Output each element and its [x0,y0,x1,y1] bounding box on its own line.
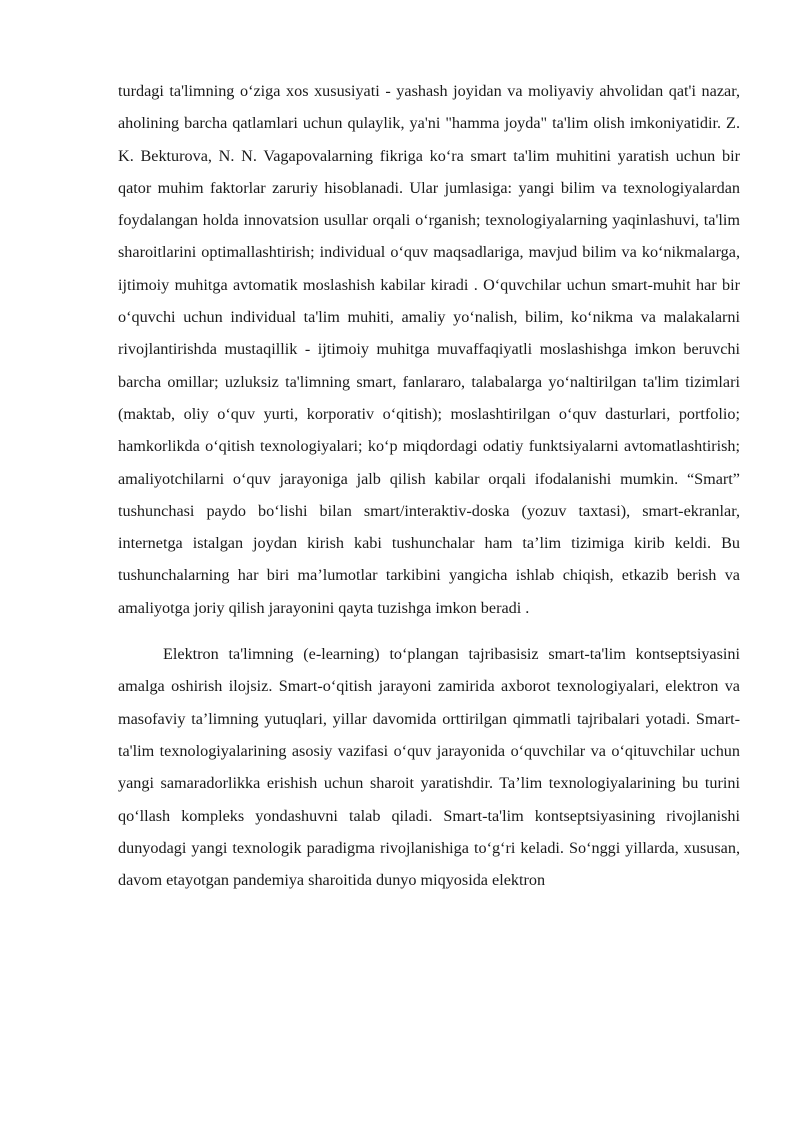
paragraph-2: Elektron ta'limning (e-learning) to‘plangan tajribasisiz smart-ta'lim kontseptsiyasini amalga oshirish ilojsiz. Smart-o‘qitish jarayoni zamirida axborot texnologiyalari, elektron va masofaviy ta’limning yutuqlari, yillar davomida orttirilgan qimmatli tajribalari yotadi. Smart-ta'lim texnologiyalarining asosiy vazifasi o‘quv jarayonida o‘quvchilar va o‘qituvchilar uchun yangi samaradorlikka erishish uchun sharoit yaratishdir. Ta’lim texnologiyalarining bu turini qo‘llash kompleks yondashuvni talab qiladi. Smart-ta'lim kontseptsiyasining rivojlanishi dunyodagi yangi texnologik paradigma rivojlanishiga to‘g‘ri keladi. So‘nggi yillarda, xususan, davom etayotgan pandemiya sharoitida dunyo miqyosida elektron [118,645,740,890]
paragraph-1: turdagi ta'limning o‘ziga xos xususiyati - yashash joyidan va moliyaviy ahvolidan qat'i nazar, aholining barcha qatlamlari uchun qulaylik, ya'ni "hamma joyda" ta'lim olish imkoniyatidir. Z. K. Bekturova, N. N. Vagapovalarning fikriga ko‘ra smart ta'lim muhitini yaratish uchun bir qator muhim faktorlar zaruriy hisoblanadi. Ular jumlasiga: yangi bilim va texnologiyalardan foydalangan holda innovatsion usullar orqali o‘rganish; texnologiyalarning yaqinlashuvi, ta'lim sharoitlarini optimallashtirish; individual o‘quv maqsadlariga, mavjud bilim va ko‘nikmalarga, ijtimoiy muhitga avtomatik moslashish kabilar kiradi . O‘quvchilar uchun smart-muhit har bir o‘quvchi uchun individual ta'lim muhiti, amaliy yo‘nalish, bilim, ko‘nikma va malakalarni rivojlantirishda mustaqillik - ijtimoiy muhitga muvaffaqiyatli moslashishga imkon beruvchi barcha omillar; uzluksiz ta'limning smart, fanlararo, talabalarga yo‘naltirilgan ta'lim tizimlari (maktab, oliy o‘quv yurti, korporativ o‘qitish); moslashtirilgan o‘quv dasturlari, portfolio; hamkorlikda o‘qitish texnologiyalari; ko‘p miqdordagi odatiy funktsiyalarni avtomatlashtirish; amaliyotchilarni o‘quv jarayoniga jalb qilish kabilar orqali ifodalanishi mumkin. “Smart” tushunchasi paydo bo‘lishi bilan smart/interaktiv-doska (yozuv taxtasi), smart-ekranlar, internetga istalgan joydan kirish kabi tushunchalar ham ta’lim tizimiga kirib keldi. Bu tushunchalarning har biri ma’lumotlar tarkibini yangicha ishlab chiqish, etkazib berish va amaliyotga joriy qilish jarayonini qayta tuzishga imkon beradi . [118,82,740,617]
document-body [118,75,740,896]
